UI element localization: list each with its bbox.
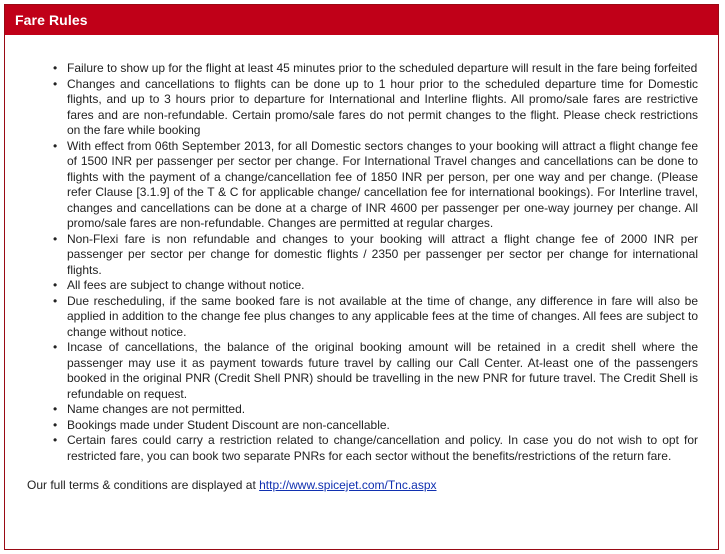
- list-item: • Failure to show up for the flight at least 45 minutes prior to the scheduled departure will result in the fare being forfeited: [67, 61, 698, 77]
- rules-list: [23, 61, 698, 464]
- list-item: • Incase of cancellations, the balance of the original booking amount will be retained in a credit shell where the passenger may use it as payment towards future travel by calling our Call Center. At-least one of the passengers booked in the original PNR (Credit Shell PNR) should be travelling in the new PNR for future travel. The Credit Shell is refundable on request.: [67, 340, 698, 402]
- list-item: • Due rescheduling, if the same booked fare is not available at the time of change, any difference in fare will also be applied in addition to the change fee plus changes to any applicable fees at the time of changes. All fees are subject to change without notice.: [67, 294, 698, 341]
- list-item: • Name changes are not permitted.: [67, 402, 698, 418]
- list-item: • All fees are subject to change without notice.: [67, 278, 698, 294]
- list-item: • With effect from 06th September 2013, for all Domestic sectors changes to your booking will attract a flight change fee of 1500 INR per passenger per sector per change. For International Travel changes and cancellations can be done to flights with the payment of a change/cancellation fee of 1850 INR per person, per one way and per change. (Please refer Clause [3.1.9] of the T & C for applicable change/ cancellation fee for international bookings). For Interline travel, changes and cancellations can be done at a charge of INR 4600 per passenger per one-way journey per change. All promo/sale fares are non-refundable. Changes are permitted at regular charges.: [67, 139, 698, 232]
- terms-link[interactable]: http://www.spicejet.com/Tnc.aspx: [259, 478, 437, 492]
- terms-text: Our full terms & conditions are displayed at: [27, 478, 260, 492]
- list-item: • Non-Flexi fare is non refundable and changes to your booking will attract a flight change fee of 2000 INR per passenger per sector per change for domestic flights / 2350 per passenger per sector per change for international flights.: [67, 232, 698, 279]
- panel-body: [5, 35, 718, 494]
- list-item: • Certain fares could carry a restriction related to change/cancellation and policy. In case you do not wish to opt for restricted fare, you can book two separate PNRs for each sector without the benefits/restrictions of the return fare.: [67, 433, 698, 464]
- list-item: • Bookings made under Student Discount are non-cancellable.: [67, 418, 698, 434]
- fare-rules-panel: [4, 4, 719, 550]
- list-item: • Changes and cancellations to flights can be done up to 1 hour prior to the scheduled departure time for Domestic flights, and up to 3 hours prior to departure for International and Interline flights. All promo/sale fares are restrictive fares and are non-refundable. Certain promo/sale fares do not permit changes to the flight. Please check restrictions on the fare while booking: [67, 77, 698, 139]
- terms-footer: [23, 478, 698, 494]
- panel-title: Fare Rules: [5, 5, 718, 35]
